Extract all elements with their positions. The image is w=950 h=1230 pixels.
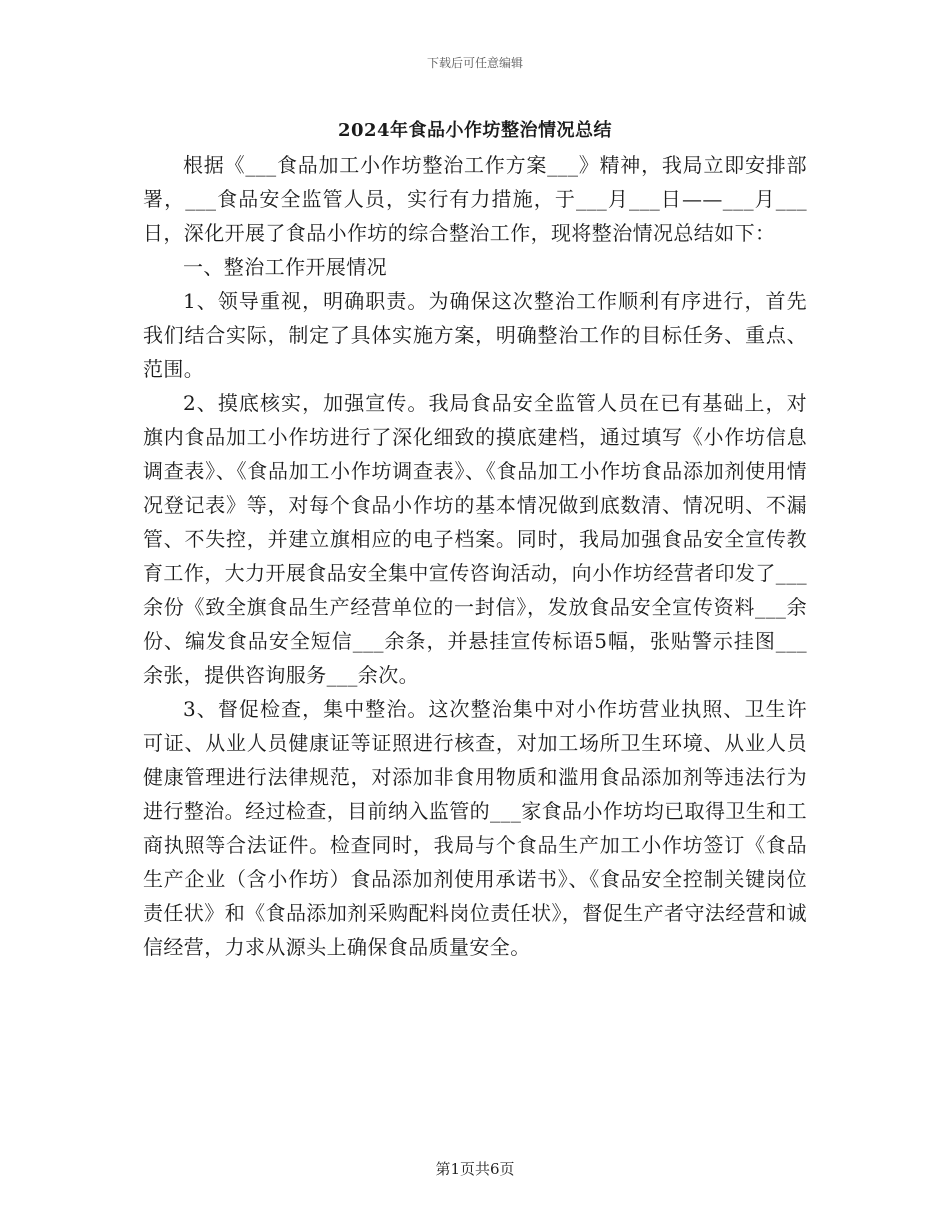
paragraph-intro: 根据《___食品加工小作坊整治工作方案___》精神，我局立即安排部署，___食品安全监管人员，实行有力措施，于___月___日——___月___日，深化开展了食品小作坊的综合整治工作，现将整治情况总结如下： — [143, 153, 807, 245]
paragraph-item-3: 3、督促检查，集中整治。这次整治集中对小作坊营业执照、卫生许可证、从业人员健康证等证照进行核查，对加工场所卫生环境、从业人员健康管理进行法律规范，对添加非食用物质和滥用食品添加剂等违法行为进行整治。经过检查，目前纳入监管的___家食品小作坊均已取得卫生和工商执照等合法证件。检查同时，我局与个食品生产加工小作坊签订《食品生产企业（含小作坊）食品添加剂使用承诺书》、《食品安全控制关键岗位责任状》和《食品添加剂采购配料岗位责任状》，督促生产者守法经营和诚信经营，力求从源头上确保食品质量安全。 — [143, 697, 807, 959]
document-title: 2024年食品小作坊整治情况总结 — [337, 120, 613, 141]
page-number: 第1页共6页 — [435, 1160, 515, 1178]
paragraph-item-1: 1、领导重视，明确职责。为确保这次整治工作顺利有序进行，首先我们结合实际，制定了具体实施方案，明确整治工作的目标任务、重点、范围。 — [143, 289, 807, 381]
document-body — [143, 148, 807, 964]
header-note: 下载后可任意编辑 — [426, 56, 523, 70]
section-heading: 一、整治工作开展情况 — [183, 255, 387, 279]
paragraph-item-2: 2、摸底核实，加强宣传。我局食品安全监管人员在已有基础上，对旗内食品加工小作坊进行了深化细致的摸底建档，通过填写《小作坊信息调查表》、《食品加工小作坊调查表》、《食品加工小作坊食品添加剂使用情况登记表》等，对每个食品小作坊的基本情况做到底数清、情况明、不漏管、不失控，并建立旗相应的电子档案。同时，我局加强食品安全宣传教育工作，大力开展食品安全集中宣传咨询活动，向小作坊经营者印发了___余份《致全旗食品生产经营单位的一封信》，发放食品安全宣传资料___余份、编发食品安全短信___余条，并悬挂宣传标语5幅，张贴警示挂图___余张，提供咨询服务___余次。 — [143, 391, 807, 687]
